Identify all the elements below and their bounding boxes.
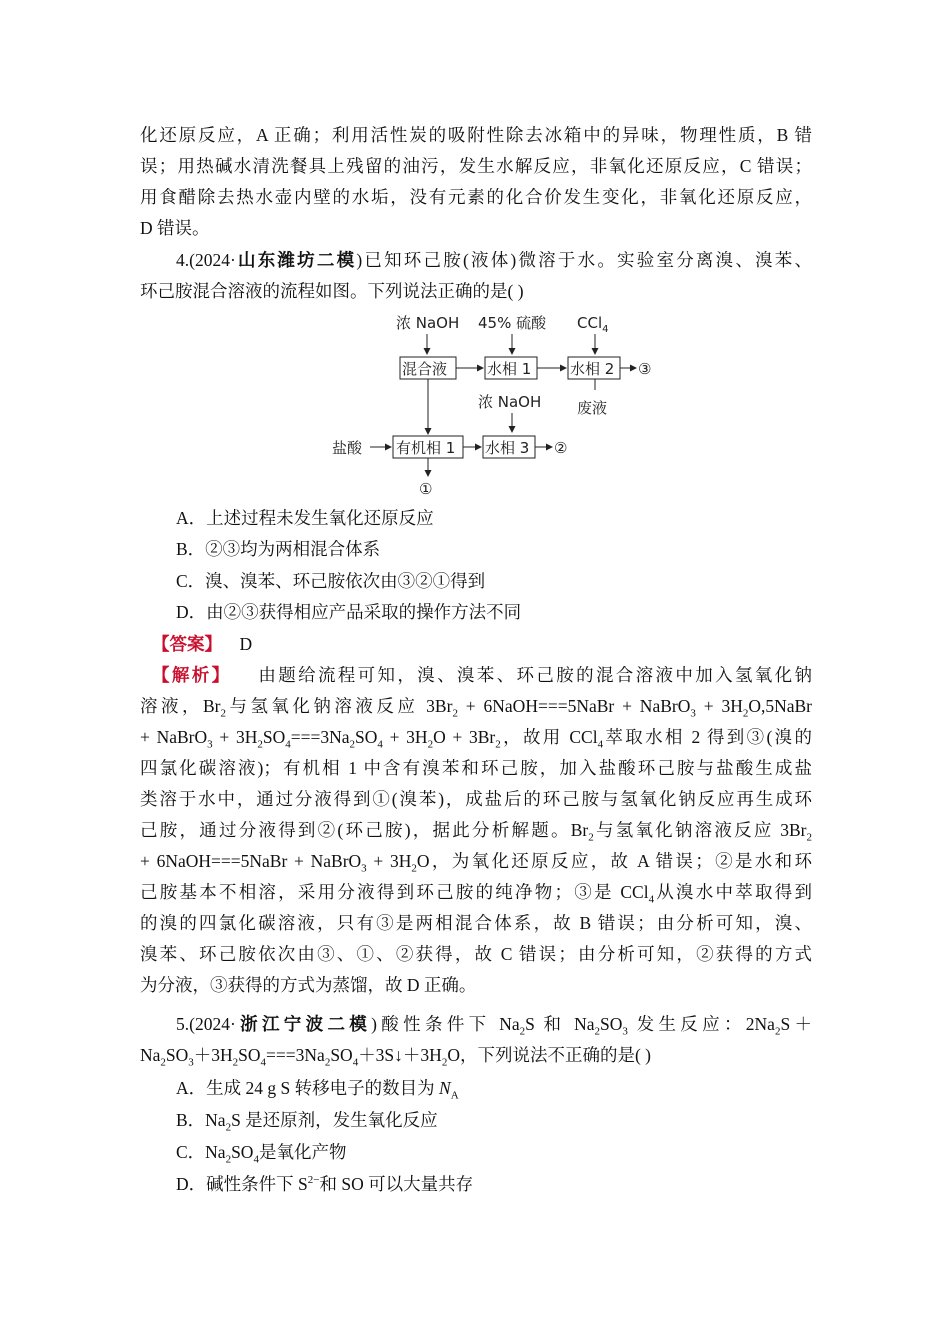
- option-c: C．溴、溴苯、环己胺依次由③②①得到: [176, 571, 486, 591]
- flow-label-ccl4: CCl$_4$: [577, 314, 609, 335]
- analysis-line: 四氯化碳溶液)；有机相 1 中含有溴苯和环己胺，加入盐酸环己胺与盐酸生成盐: [140, 758, 812, 778]
- option-a: A．上述过程未发生氧化还原反应: [176, 508, 434, 528]
- flow-label-naoh: 浓 NaOH: [396, 314, 460, 332]
- analysis-tag: 【解析】: [152, 665, 232, 685]
- flow-box-org1-label: 有机相 1: [396, 439, 456, 457]
- analysis-line: 类溶于水中，通过分液得到①(溴苯)，成盐后的环己胺与氢氧化钠反应再生成环: [140, 789, 812, 809]
- flow-label-hcl: 盐酸: [332, 439, 363, 457]
- answer-value: D: [239, 634, 253, 654]
- option-c: C．$Na_2SO_4$是氧化产物: [176, 1142, 347, 1166]
- flow-label-naoh-2: 浓 NaOH: [478, 393, 542, 411]
- flow-box-aq2-label: 水相 2: [570, 360, 615, 378]
- analysis-line: 溴苯、环己胺依次由③、①、②获得，故 C 错误；由分析可知，②获得的方式: [140, 944, 812, 964]
- flow-diagram: [330, 310, 670, 500]
- question-4-stem: 环己胺混合溶液的流程如图。下列说法正确的是( ): [140, 281, 524, 301]
- option-d: D．碱性条件下 $S^{2-}$和 SO 可以大量共存: [176, 1174, 474, 1194]
- answer-tag: 【答案】: [152, 634, 222, 654]
- flow-box-aq1-label: 水相 1: [487, 360, 532, 378]
- option-b: B．$Na_2S$ 是还原剂，发生氧化反应: [176, 1110, 438, 1134]
- analysis-line: 为分液，③获得的方式为蒸馏，故 D 正确。: [140, 975, 477, 995]
- flow-box-aq3-label: 水相 3: [485, 439, 530, 457]
- flow-product-3: ③: [638, 360, 652, 378]
- analysis-line: 己胺，通过分液得到②(环己胺)，据此分析解题。$Br_2$与氢氧化钠溶液反应 $3Br_2$: [140, 820, 813, 844]
- analysis-line: 溶液，$Br_2$与氢氧化钠溶液反应 $3Br_2$ + 6NaOH===5NaBr + NaBrO$_3$ + $3H_2O,5NaBr$: [140, 696, 813, 720]
- analysis-line: + 6NaOH===5NaBr + NaBrO$_3$ + $3H_2O$，为氧化还原反应，故 A 错误；②是水和环: [140, 851, 812, 875]
- question-5-stem: $Na_2SO_3+3H_2SO_4===3Na_2SO_4+3S↓+3H_2O$，下列说法不正确的是( ): [140, 1045, 651, 1069]
- text-line: 用食醋除去热水壶内壁的水垢，没有元素的化合价发生变化，非氧化还原反应，: [140, 187, 812, 207]
- analysis-line: 己胺基本不相溶，采用分液得到环己胺的纯净物；③是 CCl$_4$从溴水中萃取得到: [140, 882, 812, 906]
- option-b: B．②③均为两相混合体系: [176, 539, 381, 559]
- analysis-line: 的溴的四氯化碳溶液，只有③是两相混合体系，故 B 错误；由分析可知，溴、: [140, 913, 812, 933]
- flow-label-h2so4: 45% 硫酸: [478, 314, 547, 332]
- text-line: 化还原反应，A 正确；利用活性炭的吸附性除去冰箱中的异味，物理性质，B 错: [140, 125, 812, 145]
- text-line: D 错误。: [140, 218, 210, 238]
- question-5-stem: 5.(2024·浙江宁波二模)酸性条件下 $Na_2S$ 和 $Na_2SO_3$ 发生反应：$2Na_2S+$: [176, 1014, 813, 1038]
- question-4-stem: 4.(2024·山东潍坊二模)已知环己胺(液体)微溶于水。实验室分离溴、溴苯、: [176, 250, 813, 270]
- question-source: 浙江宁波二模: [235, 1014, 372, 1034]
- answer-line: [152, 629, 824, 660]
- analysis-line: + NaBrO$_3$ + $3H_2SO_4===3Na_2SO_4 + 3H_2O + 3Br_2$，故用 CCl$_4$萃取水相 2 得到③(溴的: [140, 727, 812, 751]
- flow-label-waste: 废液: [577, 399, 608, 417]
- flow-box-mixture-label: 混合液: [402, 360, 448, 378]
- flow-product-2: ②: [554, 439, 568, 457]
- analysis-line: 【解析】 由题给流程可知，溴、溴苯、环己胺的混合溶液中加入氢氧化钠: [152, 665, 813, 685]
- text-line: 误；用热碱水清洗餐具上残留的油污，发生水解反应，非氧化还原反应，C 错误；: [140, 156, 812, 176]
- question-source: 山东潍坊二模: [235, 250, 357, 270]
- option-d: D．由②③获得相应产品采取的操作方法不同: [176, 602, 522, 622]
- flow-product-1: ①: [419, 480, 433, 498]
- option-a: A．生成 24 g S 转移电子的数目为 $N_A$: [176, 1078, 459, 1102]
